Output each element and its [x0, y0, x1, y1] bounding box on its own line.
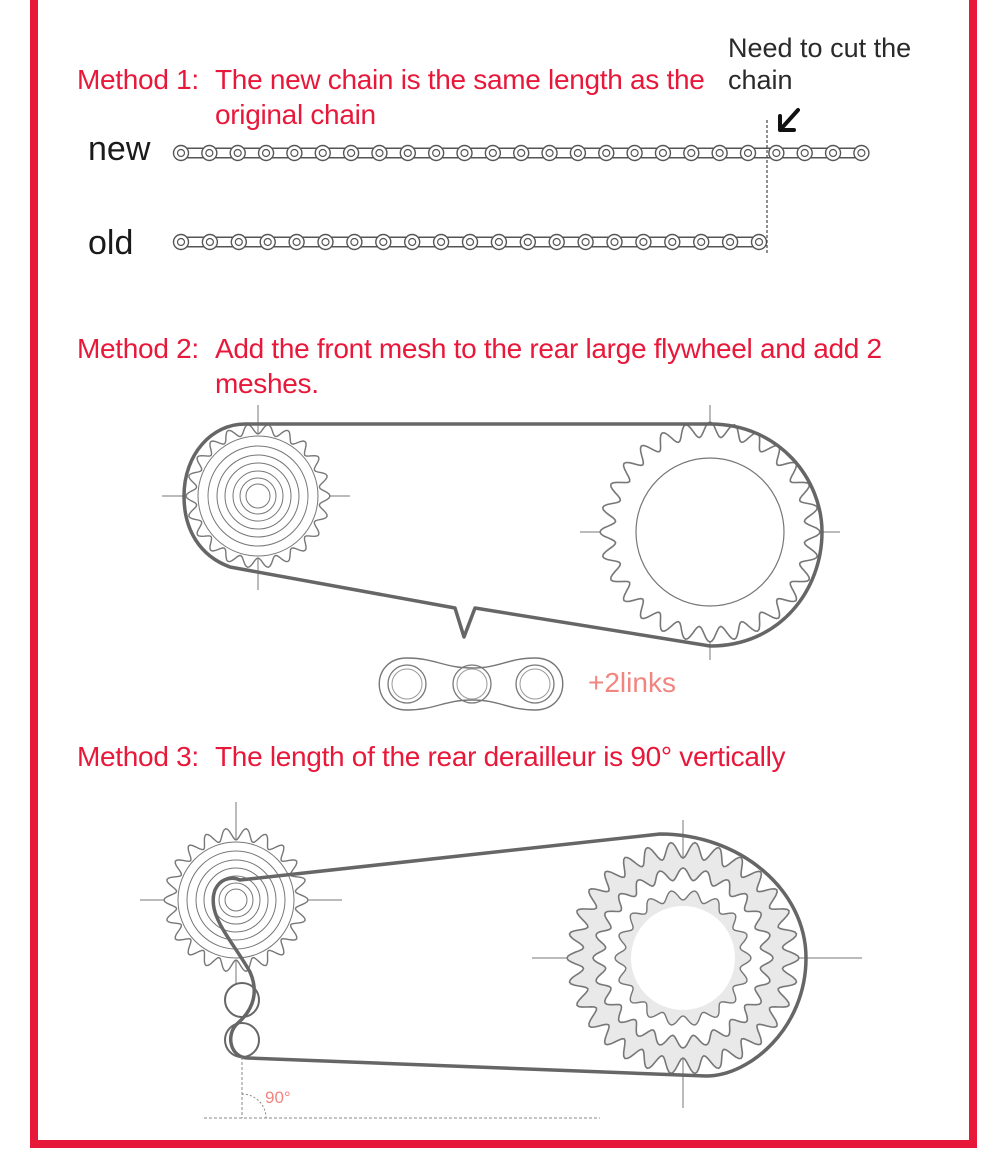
chain-pin [178, 150, 185, 157]
chain-pin [611, 239, 618, 246]
chain-pin [438, 239, 445, 246]
chain-pin [756, 239, 763, 246]
chain-pin [263, 150, 270, 157]
chain-pin [206, 239, 213, 246]
m2-rear-cassette [186, 425, 330, 568]
chain-pin [553, 239, 560, 246]
chain-pin [631, 150, 638, 157]
chain-pin [640, 239, 647, 246]
method-2-diagram [162, 405, 840, 710]
m3-angle-arc [242, 1094, 266, 1118]
method-3-diagram [140, 802, 862, 1118]
plus-two-links-label: +2links [588, 667, 676, 698]
chain-pin [698, 239, 705, 246]
chain-pin [801, 150, 808, 157]
method-3-prefix: Method 3: [77, 741, 199, 772]
new-chain-drawing [174, 146, 869, 161]
method-3-text: The length of the rear derailleur is 90° vertically [215, 741, 786, 772]
method-1-prefix: Method 1: [77, 64, 199, 95]
chain-pin [319, 150, 326, 157]
chain-pin [461, 150, 468, 157]
chain-pin [206, 150, 213, 157]
chainring-hub [631, 906, 735, 1010]
chain-pin [351, 239, 358, 246]
chain-pin [235, 239, 242, 246]
chain-pin [404, 150, 411, 157]
m3-front-chainring [567, 843, 799, 1074]
chain-pin [489, 150, 496, 157]
chain-pin [745, 150, 752, 157]
m3-angle-label: 90° [265, 1088, 291, 1107]
chain-pin [348, 150, 355, 157]
extra-link-outline [379, 658, 563, 710]
method-2-text: Add the front mesh to the rear large flywheel and add 2 meshes. [215, 333, 882, 399]
method-1-text: The new chain is the same length as the original chain [215, 64, 705, 130]
chain-pin [858, 150, 865, 157]
m2-extra-links [379, 658, 563, 710]
chain-pin [467, 239, 474, 246]
chain-pin [574, 150, 581, 157]
chain-pin [293, 239, 300, 246]
chain-pin [830, 150, 837, 157]
cut-note: Need to cut the chain [728, 33, 912, 95]
chain-pin [433, 150, 440, 157]
chain-pin [495, 239, 502, 246]
chain-pin [582, 239, 589, 246]
new-chain-label: new [88, 130, 151, 168]
chain-pin [264, 239, 271, 246]
method-2-prefix: Method 2: [77, 333, 199, 364]
chain-pin [322, 239, 329, 246]
old-chain-drawing [174, 235, 767, 250]
chain-pin [291, 150, 298, 157]
chain-pin [409, 239, 416, 246]
old-chain-label: old [88, 224, 134, 262]
chain-pin [603, 150, 610, 157]
chain-pin [727, 239, 734, 246]
chain-pin [524, 239, 531, 246]
chain-pin [234, 150, 241, 157]
chain-pin [688, 150, 695, 157]
chain-pin [773, 150, 780, 157]
chain-pin [546, 150, 553, 157]
chain-pin [659, 150, 666, 157]
chain-pin [518, 150, 525, 157]
chain-pin [716, 150, 723, 157]
chain-pin [178, 239, 185, 246]
chain-pin [669, 239, 676, 246]
cut-arrow-icon [780, 110, 798, 130]
chain-pin [380, 239, 387, 246]
chain-pin [376, 150, 383, 157]
